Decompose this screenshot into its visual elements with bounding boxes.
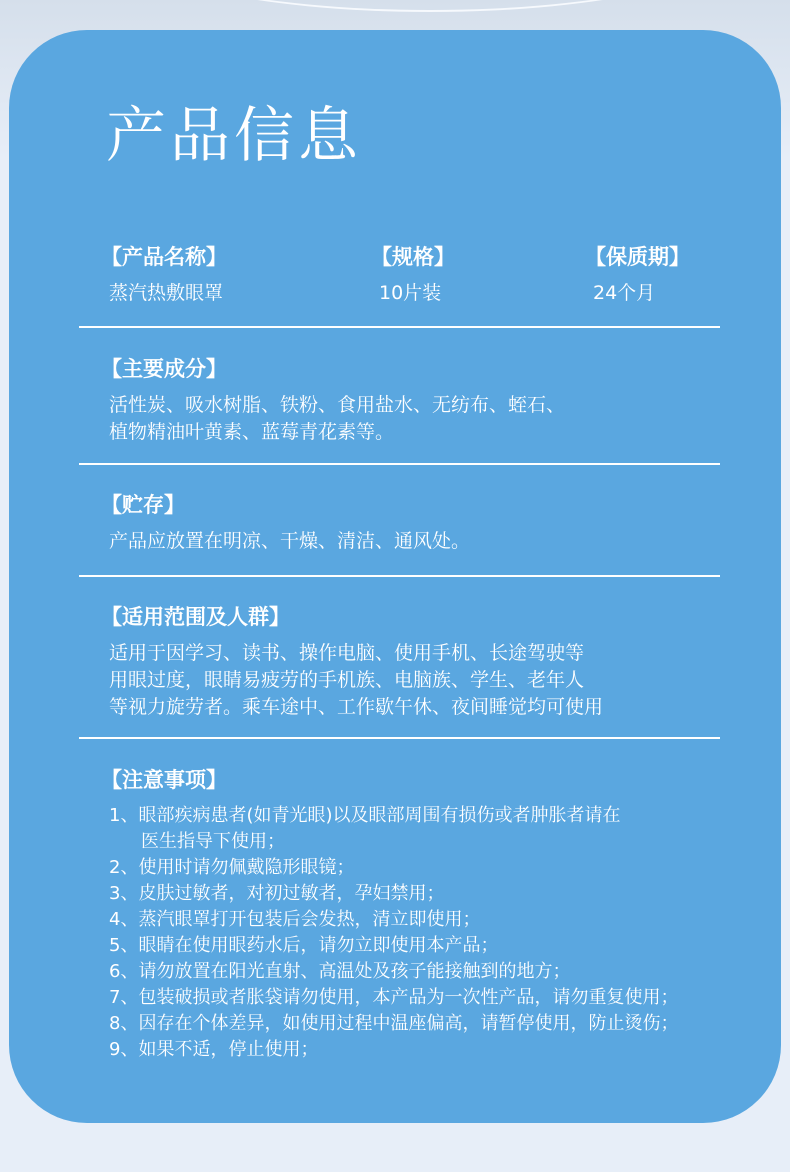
list-item: 5、眼睛在使用眼药水后，请勿立即使用本产品； — [109, 935, 499, 956]
section-body — [101, 640, 761, 721]
section-precautions — [101, 763, 761, 1063]
list-item: 3、皮肤过敏者，对初过敏者，孕妇禁用； — [109, 883, 445, 904]
spec-value: 蒸汽热敷眼罩 — [109, 282, 224, 304]
spec-value: 10片装 — [379, 282, 442, 304]
list-item: 7、包装破损或者胀袋请勿使用，本产品为一次性产品，请勿重复使用； — [109, 987, 679, 1008]
section-storage — [101, 488, 761, 555]
spec-label: 【产品名称】 — [101, 245, 227, 269]
spec-label: 【保质期】 — [585, 245, 690, 269]
list-item: 9、如果不适，停止使用； — [109, 1039, 319, 1060]
list-item: 医生指导下使用； — [141, 831, 285, 852]
spec-product-name — [101, 240, 227, 310]
text-line: 产品应放置在明凉、干燥、清洁、通风处。 — [109, 530, 471, 552]
spec-value: 24个月 — [593, 282, 656, 304]
divider — [79, 463, 720, 465]
divider — [79, 326, 720, 328]
list-item: 2、使用时请勿佩戴隐形眼镜； — [109, 857, 355, 878]
page-title: 产品信息 — [106, 101, 362, 171]
section-label: 【注意事项】 — [101, 768, 227, 792]
section-body — [101, 528, 761, 555]
section-label: 【贮存】 — [101, 493, 185, 517]
precautions-list — [101, 803, 761, 1063]
section-label: 【主要成分】 — [101, 357, 227, 381]
spec-size — [371, 240, 455, 310]
section-audience — [101, 600, 761, 721]
text-line: 用眼过度，眼睛易疲劳的手机族、电脑族、学生、老年人 — [109, 669, 585, 691]
spec-row — [101, 240, 721, 320]
text-line: 适用于因学习、读书、操作电脑、使用手机、长途驾驶等 — [109, 642, 585, 664]
text-line: 活性炭、吸水树脂、铁粉、食用盐水、无纺布、蛭石、 — [109, 394, 566, 416]
list-item: 1、眼部疾病患者(如青光眼)以及眼部周围有损伤或者肿胀者请在 — [109, 805, 621, 826]
section-ingredients — [101, 352, 761, 446]
product-info-card — [9, 30, 781, 1123]
spec-shelf-life — [585, 240, 690, 310]
section-label: 【适用范围及人群】 — [101, 605, 290, 629]
list-item: 6、请勿放置在阳光直射、高温处及孩子能接触到的地方； — [109, 961, 571, 982]
text-line: 植物精油叶黄素、蓝莓青花素等。 — [109, 421, 395, 443]
text-line: 等视力旋劳者。乘车途中、工作歇午休、夜间睡觉均可使用 — [109, 696, 604, 718]
divider — [79, 737, 720, 739]
spec-label: 【规格】 — [371, 245, 455, 269]
divider — [79, 575, 720, 577]
list-item: 8、因存在个体差异，如使用过程中温座偏高，请暂停使用，防止烫伤； — [109, 1013, 679, 1034]
section-body — [101, 392, 761, 446]
list-item: 4、蒸汽眼罩打开包装后会发热，清立即使用； — [109, 909, 481, 930]
